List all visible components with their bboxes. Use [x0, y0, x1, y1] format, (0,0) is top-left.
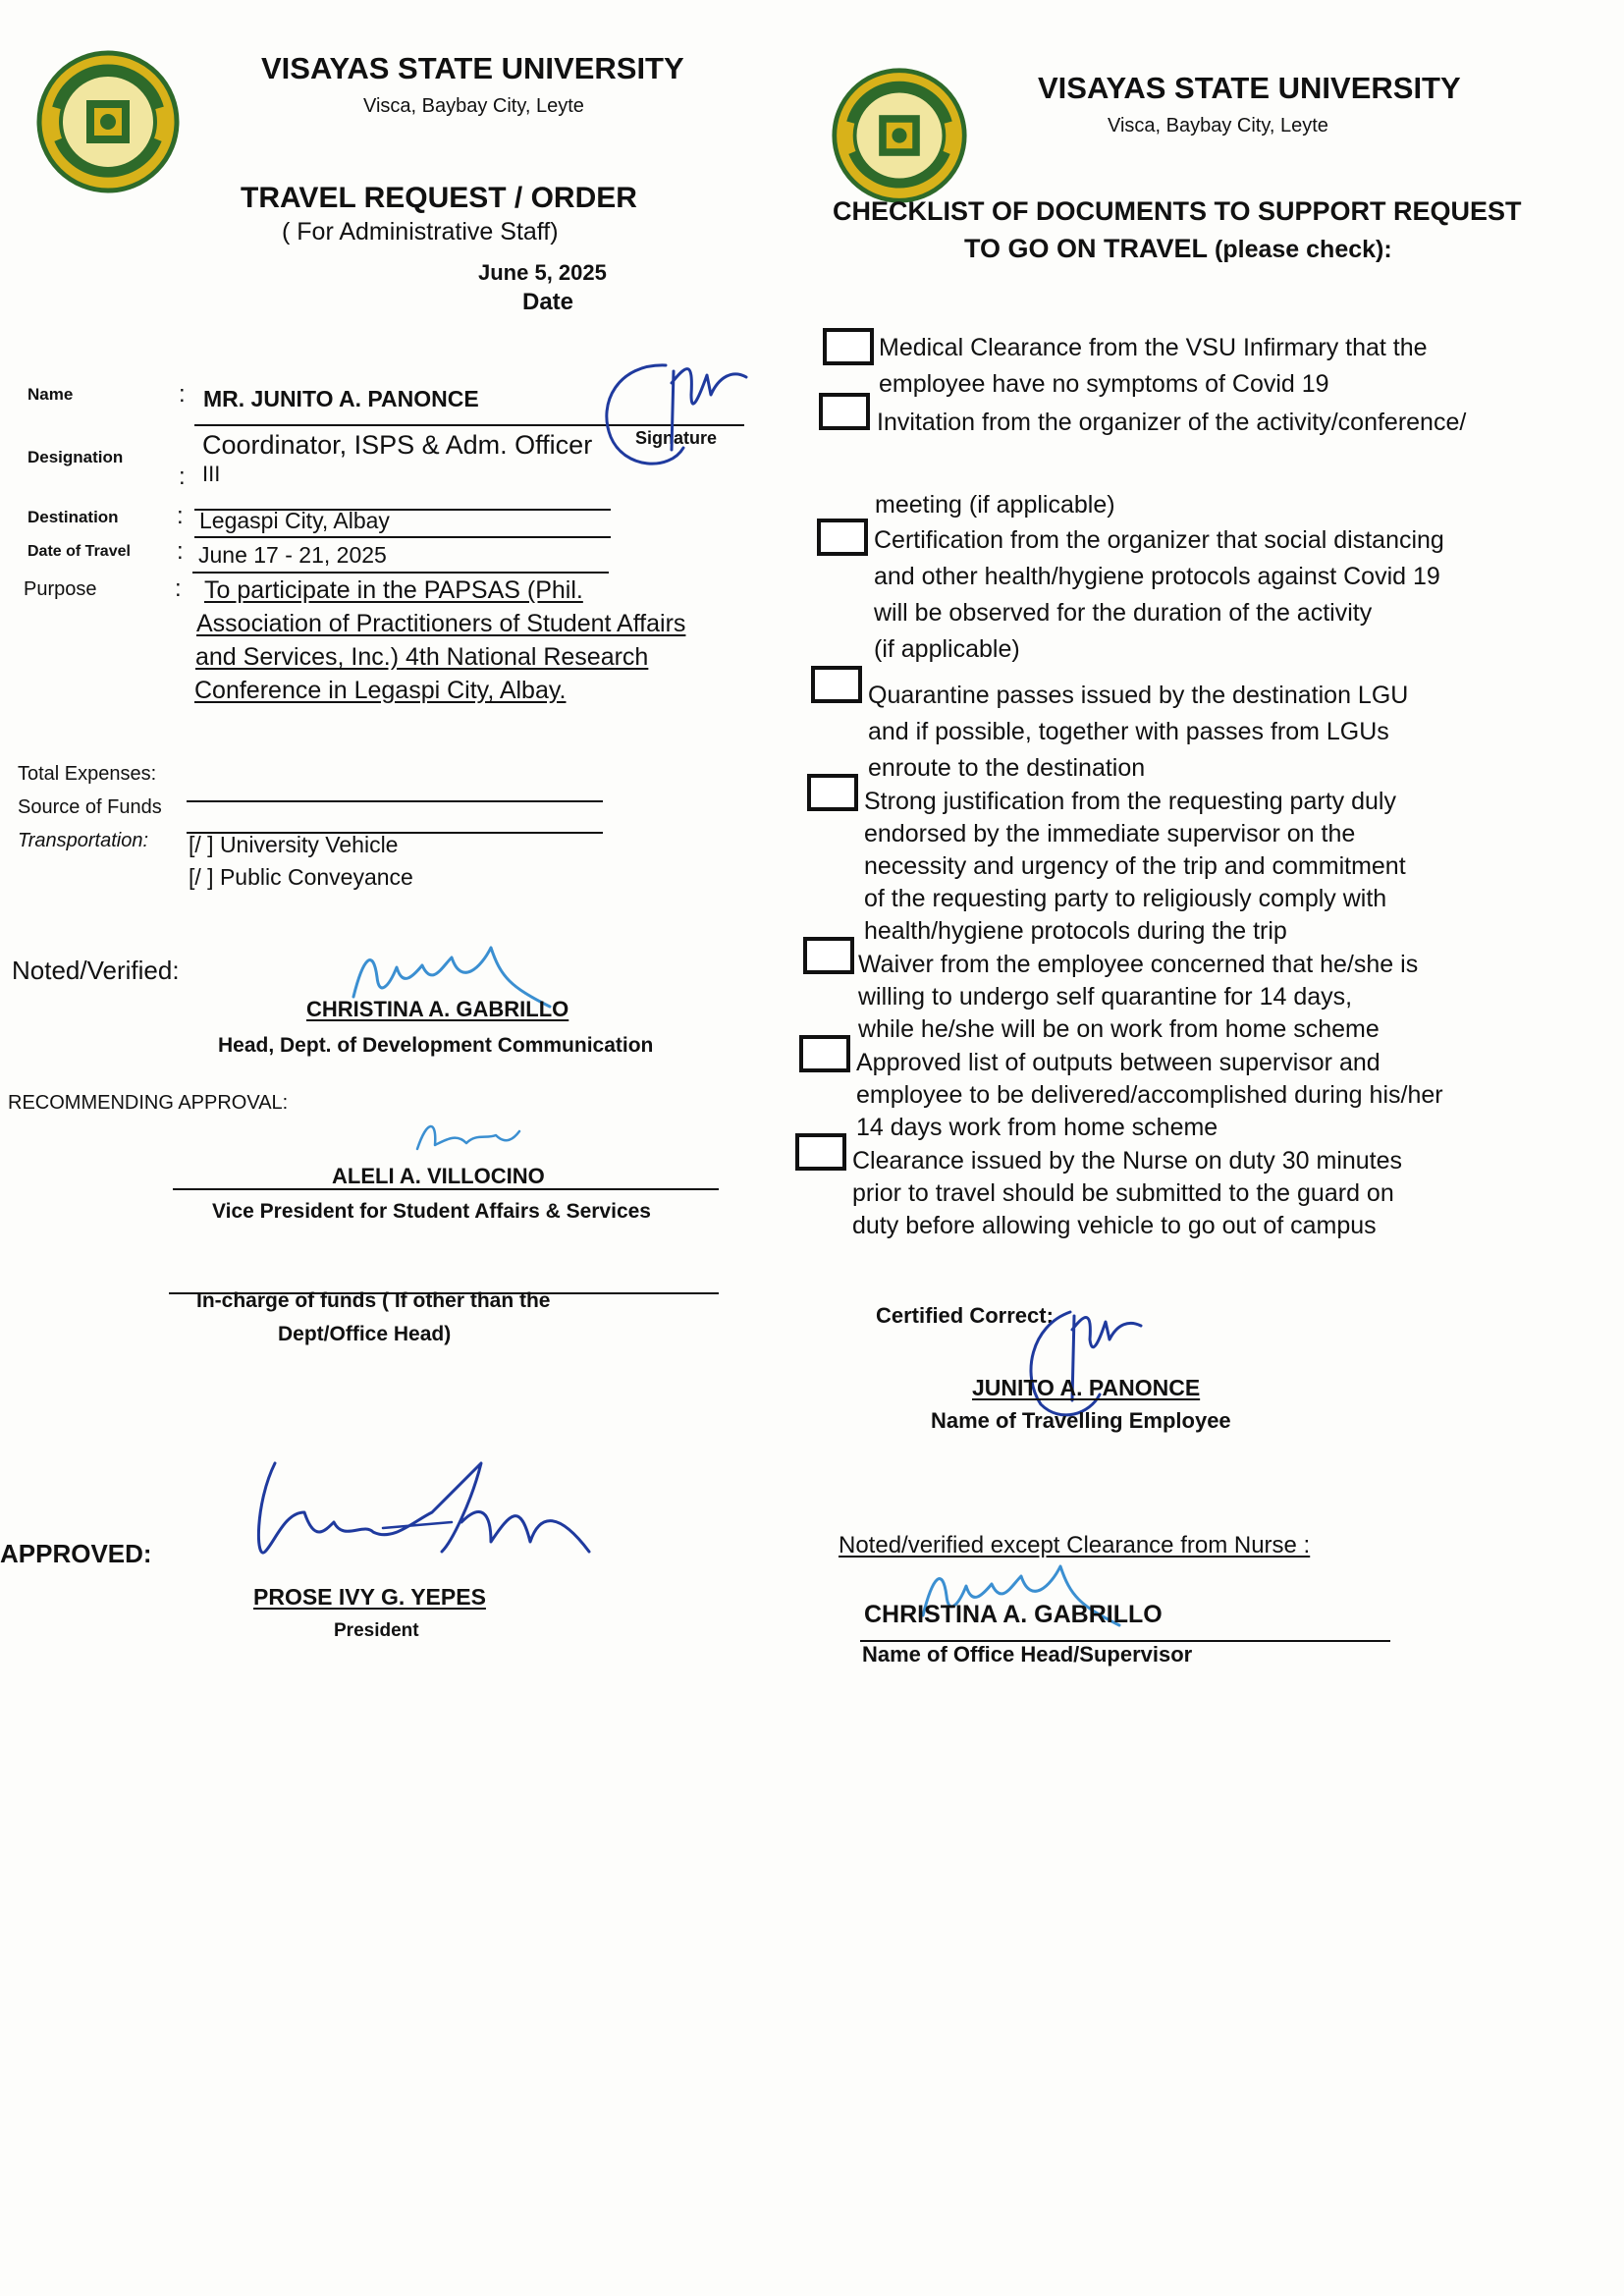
recommending-line [173, 1188, 719, 1190]
colon: : [177, 538, 184, 565]
colon: : [179, 464, 186, 490]
certified-correct-label: Certified Correct: [876, 1303, 1054, 1328]
recommending-approval-label: RECOMMENDING APPROVAL: [8, 1092, 289, 1114]
checkbox-quarantine-passes[interactable] [811, 666, 862, 703]
checkbox-nurse-clearance[interactable] [795, 1133, 846, 1171]
university-seal-icon [831, 67, 968, 204]
recommending-signature [407, 1110, 525, 1169]
checklist-item-nurse-clearance: Clearance issued by the Nurse on duty 30 minutes prior to travel should be submitted to the guard on duty before allowing vehicle to go out of campus [852, 1147, 1403, 1239]
date-of-travel-line [192, 572, 609, 574]
form-title: TRAVEL REQUEST / ORDER [241, 182, 637, 214]
transport-option-public-conveyance: [/ ] Public Conveyance [189, 864, 413, 890]
supervisor-caption: Name of Office Head/Supervisor [862, 1642, 1193, 1667]
designation-value-line2: III [202, 462, 221, 486]
university-name: VISAYAS STATE UNIVERSITY [1038, 71, 1461, 105]
total-expenses-label: Total Expenses: [18, 763, 157, 785]
noted-name: CHRISTINA A. GABRILLO [306, 997, 569, 1021]
checkbox-certification[interactable] [817, 519, 868, 556]
form-subtitle: ( For Administrative Staff) [282, 218, 559, 246]
checkbox-medical-clearance[interactable] [823, 328, 874, 365]
colon: : [175, 575, 182, 602]
purpose-line-3: and Services, Inc.) 4th National Research [195, 643, 649, 671]
checklist-item-quarantine-passes: Quarantine passes issued by the destination LGU and if possible, together with passes from LGUs enroute to the destination [868, 682, 1409, 782]
request-date: June 5, 2025 [478, 260, 607, 285]
purpose-line-1: To participate in the PAPSAS (Phil. [204, 576, 583, 604]
destination-value: Legaspi City, Albay [199, 508, 390, 533]
purpose-label: Purpose [24, 578, 97, 600]
checklist-title-line2: TO GO ON TRAVEL (please check): [964, 234, 1392, 263]
checklist-item-waiver: Waiver from the employee concerned that he/she is willing to undergo self quarantine for 14 days, while he/she will be on work from home scheme [858, 951, 1419, 1043]
university-name: VISAYAS STATE UNIVERSITY [261, 51, 684, 85]
checklist-item-strong-justification: Strong justification from the requesting party duly endorsed by the immediate supervisor on the necessity and urgency of the trip and commitment of the requesting party to religiously comply with health/hygiene protocols during the trip [864, 788, 1406, 945]
checkbox-approved-outputs[interactable] [799, 1035, 850, 1072]
name-label: Name [27, 385, 74, 404]
checkbox-strong-justification[interactable] [807, 774, 858, 811]
checklist-item-certification: Certification from the organizer that social distancing and other health/hygiene protocols against Covid 19 will be observed for the duration of the activity (if applicable) [874, 526, 1444, 663]
university-address: Visca, Baybay City, Leyte [363, 95, 584, 117]
noted-verified-label: Noted/Verified: [12, 956, 180, 985]
date-label: Date [522, 289, 574, 315]
transport-option-university-vehicle: [/ ] University Vehicle [189, 832, 399, 857]
noted-title: Head, Dept. of Development Communication [218, 1034, 654, 1057]
source-of-funds-label: Source of Funds [18, 796, 162, 818]
recommending-title: Vice President for Student Affairs & Services [212, 1200, 651, 1223]
colon: : [179, 381, 186, 408]
date-of-travel-value: June 17 - 21, 2025 [198, 542, 387, 568]
employee-name: JUNITO A. PANONCE [972, 1375, 1201, 1400]
checklist-item-meeting-note: meeting (if applicable) [875, 491, 1115, 519]
university-seal-icon [35, 49, 181, 194]
purpose-line-2: Association of Practitioners of Student Affairs [196, 610, 686, 637]
total-expenses-line [187, 800, 603, 802]
incharge-caption-line1: In-charge of funds ( If other than the [196, 1289, 551, 1312]
employee-caption: Name of Travelling Employee [931, 1408, 1231, 1433]
university-address: Visca, Baybay City, Leyte [1108, 115, 1328, 137]
checklist-item-medical-clearance: Medical Clearance from the VSU Infirmary that the employee have no symptoms of Covid 19 [879, 334, 1428, 398]
checkbox-invitation[interactable] [819, 393, 870, 430]
certified-signature [1011, 1306, 1149, 1424]
employee-signature [589, 354, 756, 481]
approved-title: President [334, 1620, 419, 1641]
checklist-item-approved-outputs: Approved list of outputs between supervisor and employee to be delivered/accomplished during his/her 14 days work from home scheme [856, 1049, 1443, 1141]
approved-label: APPROVED: [0, 1539, 152, 1568]
checklist-item-invitation: Invitation from the organizer of the activity/conference/ [877, 409, 1467, 436]
noted-except-label: Noted/verified except Clearance from Nurse : [839, 1532, 1311, 1558]
destination-line [194, 536, 611, 538]
incharge-caption-line2: Dept/Office Head) [278, 1323, 452, 1345]
checklist-title-line1: CHECKLIST OF DOCUMENTS TO SUPPORT REQUEST [833, 196, 1522, 226]
purpose-line-4: Conference in Legaspi City, Albay. [194, 677, 567, 704]
designation-label: Designation [27, 448, 124, 466]
approved-signature [245, 1444, 599, 1591]
designation-value-line1: Coordinator, ISPS & Adm. Officer [202, 430, 593, 460]
destination-label: Destination [27, 508, 119, 526]
recommending-name: ALELI A. VILLOCINO [332, 1164, 545, 1188]
name-value: MR. JUNITO A. PANONCE [203, 386, 479, 411]
checkbox-waiver[interactable] [803, 937, 854, 974]
supervisor-name: CHRISTINA A. GABRILLO [864, 1601, 1163, 1628]
date-of-travel-label: Date of Travel [27, 543, 131, 560]
transportation-label: Transportation: [18, 830, 149, 851]
approved-name: PROSE IVY G. YEPES [253, 1584, 486, 1610]
signature-label: Signature [635, 428, 718, 448]
colon: : [177, 503, 184, 529]
